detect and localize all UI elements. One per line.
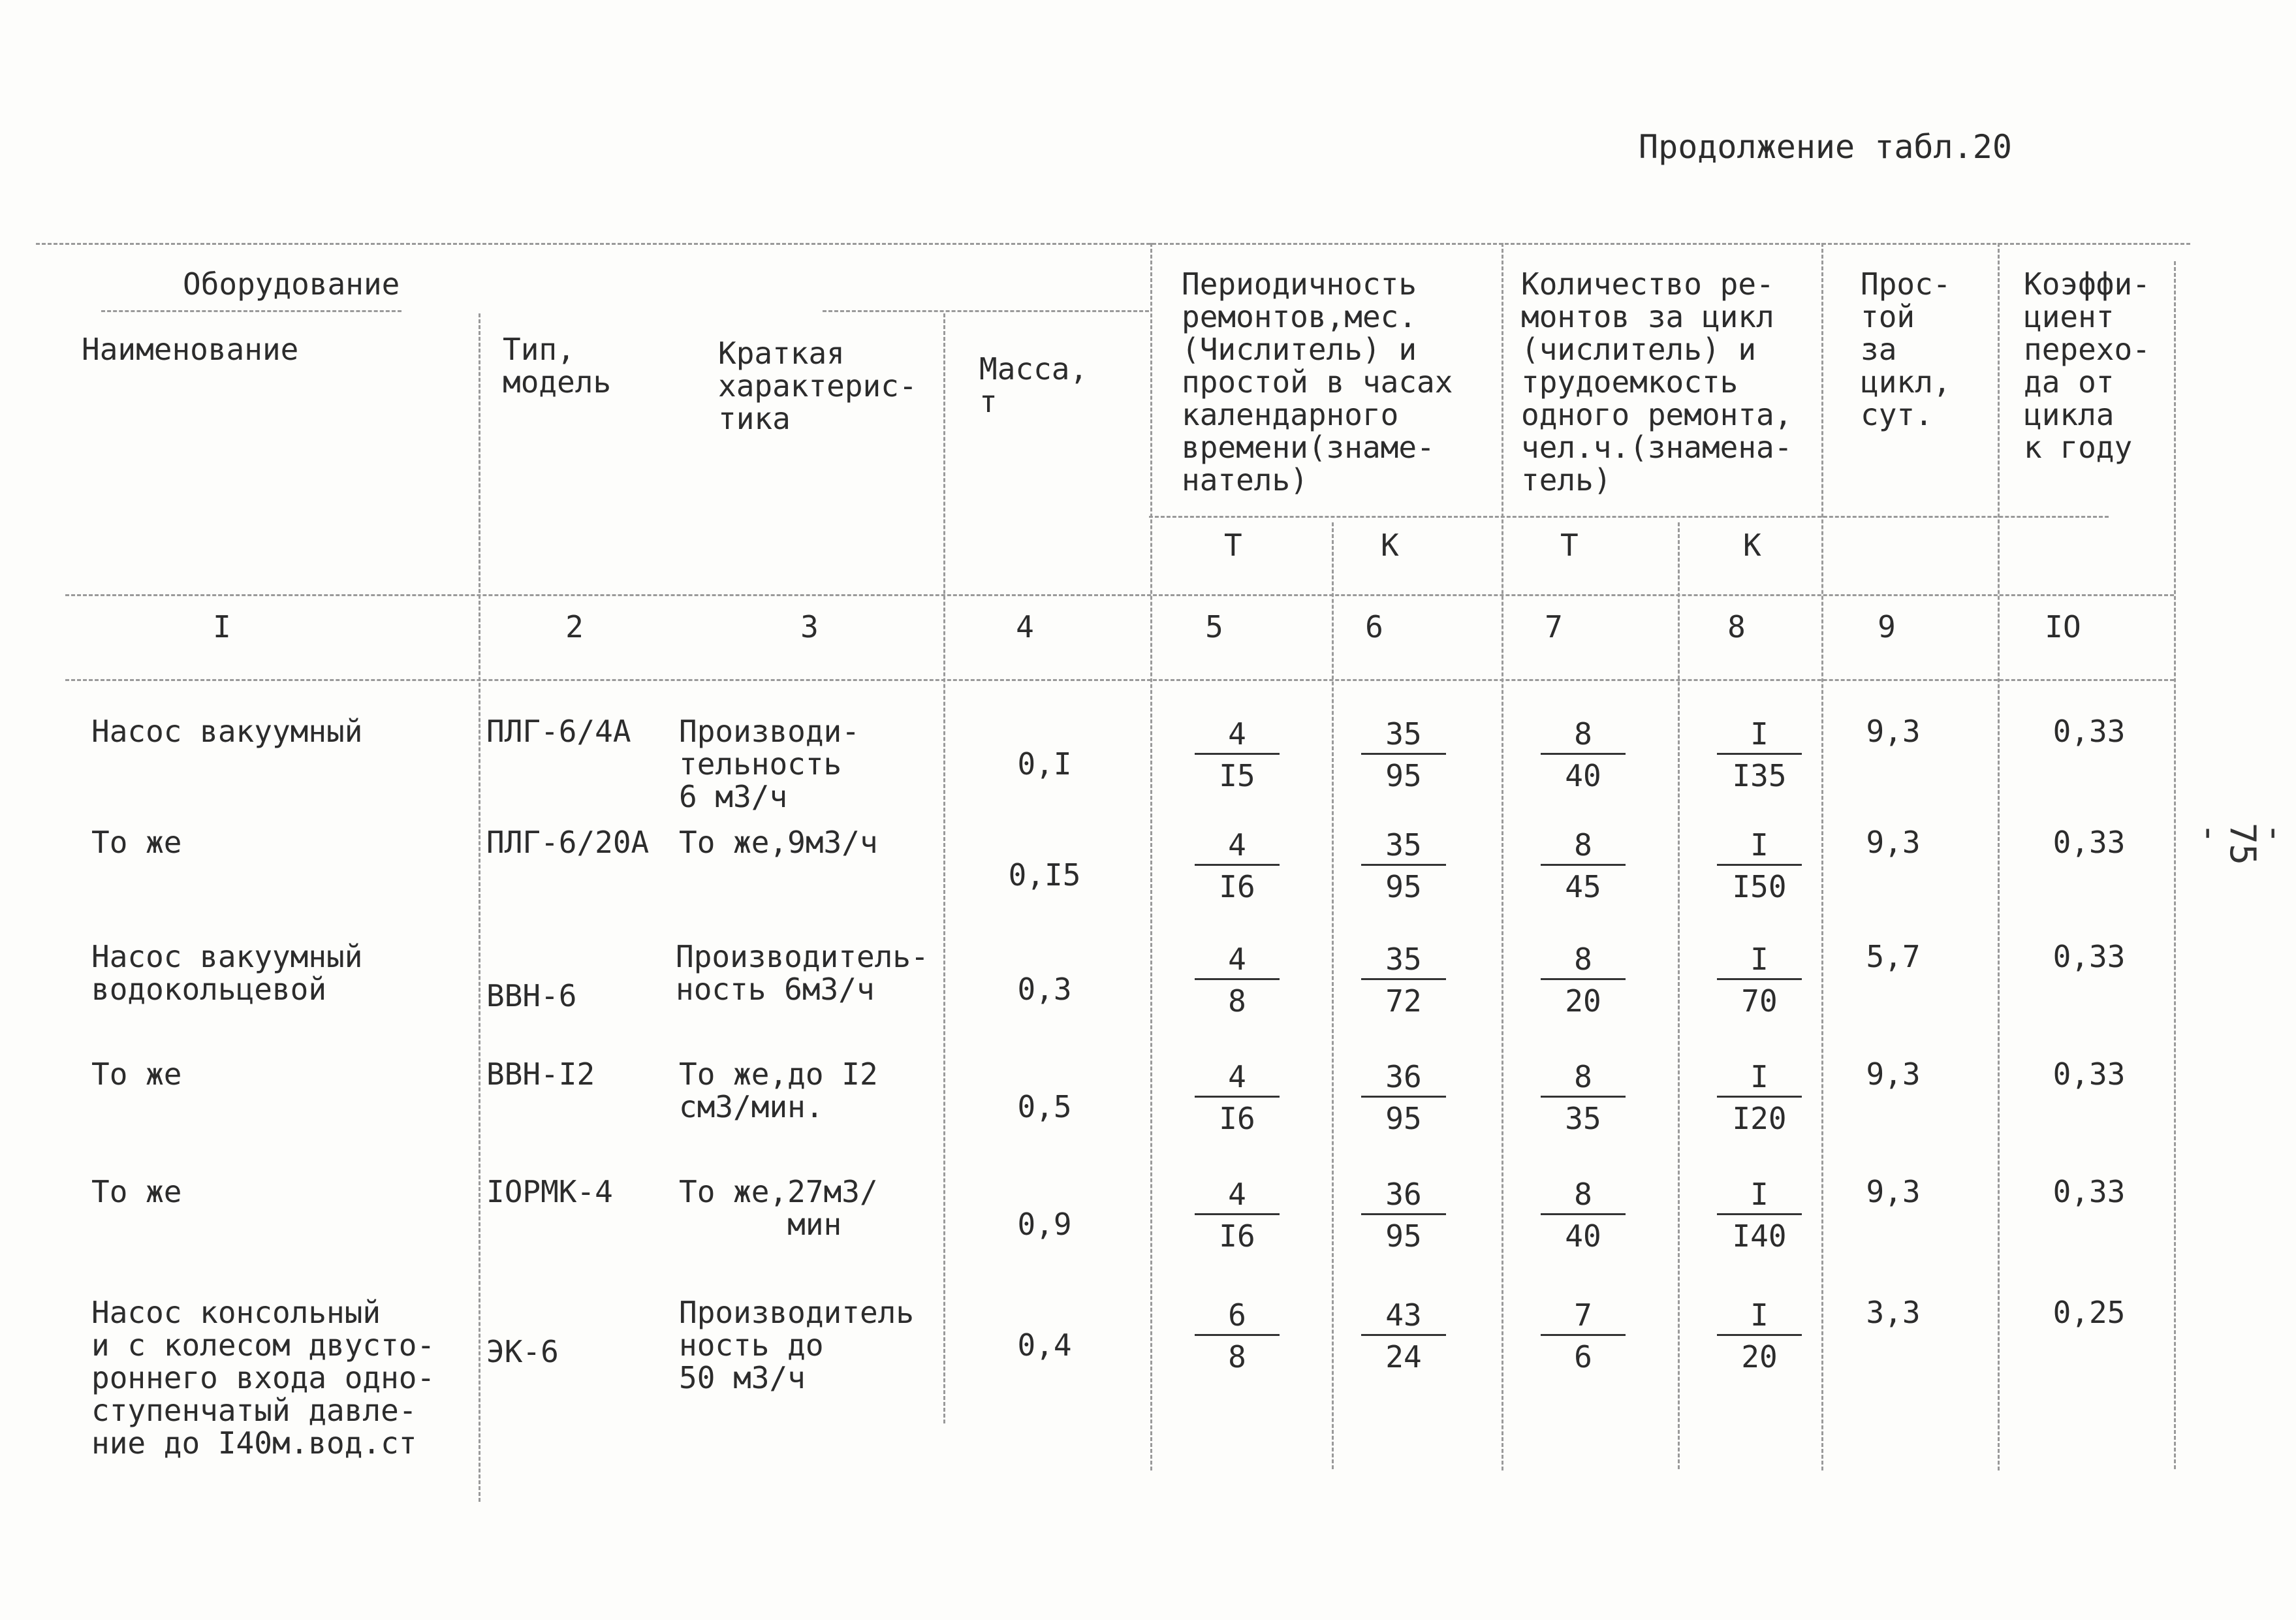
- row-t2-numerator: 8: [1541, 715, 1626, 755]
- row-t2-numerator: 8: [1541, 940, 1626, 980]
- rule-col-10: [1998, 243, 2000, 1470]
- column-number: I: [213, 609, 231, 644]
- row-k1-numerator: 36: [1361, 1175, 1446, 1215]
- row-k2: [1717, 715, 1802, 793]
- column-number: 9: [1878, 609, 1896, 644]
- header-periodicity: Периодичность ремонтов,мес. (Числитель) и простой в часах календарного времени(знаме- натель): [1182, 266, 1453, 498]
- rule-col-2: [479, 313, 480, 1502]
- row-mass: 0,9: [1017, 1207, 1072, 1242]
- column-number: 5: [1205, 609, 1223, 644]
- row-k2: [1717, 826, 1802, 904]
- row-t2-denominator: 45: [1565, 869, 1601, 904]
- row-t1-numerator: 4: [1195, 1058, 1280, 1098]
- row-k2-numerator: I: [1717, 1175, 1802, 1215]
- row-k1-denominator: 95: [1385, 1218, 1422, 1254]
- row-k1-numerator: 36: [1361, 1058, 1446, 1098]
- column-number: 4: [1016, 609, 1034, 644]
- row-name: Насос вакуумный: [91, 714, 363, 749]
- row-k1-denominator: 95: [1385, 1101, 1422, 1136]
- header-name: Наименование: [82, 332, 299, 367]
- row-t1-numerator: 4: [1195, 1175, 1280, 1215]
- row-k2-denominator: 20: [1741, 1339, 1778, 1374]
- row-k1: [1361, 1058, 1446, 1136]
- row-mass: 0,5: [1017, 1089, 1072, 1124]
- column-number: IO: [2045, 609, 2081, 644]
- row-t1-numerator: 4: [1195, 940, 1280, 980]
- header-k2: К: [1743, 528, 1761, 563]
- row-name: То же: [91, 1174, 182, 1209]
- row-k2: [1717, 940, 1802, 1018]
- row-k1-numerator: 43: [1361, 1296, 1446, 1336]
- row-downtime: 5,7: [1866, 939, 1921, 974]
- row-t1-denominator: I6: [1219, 1101, 1255, 1136]
- row-coefficient: 0,25: [2052, 1295, 2126, 1330]
- row-k1-denominator: 95: [1385, 869, 1422, 904]
- row-t1-denominator: I6: [1219, 869, 1255, 904]
- row-k2-denominator: I20: [1732, 1101, 1787, 1136]
- row-name: То же: [91, 1056, 182, 1092]
- header-spec: Краткая характерис- тика: [718, 336, 917, 436]
- row-downtime: 9,3: [1866, 825, 1921, 860]
- row-k2-numerator: I: [1717, 1296, 1802, 1336]
- row-coefficient: 0,33: [2052, 1056, 2126, 1092]
- row-t2-numerator: 8: [1541, 1175, 1626, 1215]
- row-k2: [1717, 1296, 1802, 1374]
- row-t2-numerator: 8: [1541, 1058, 1626, 1098]
- row-spec: Производитель ность до 50 м3/ч: [679, 1295, 915, 1395]
- column-number: 6: [1365, 609, 1383, 644]
- row-t2-numerator: 8: [1541, 826, 1626, 866]
- column-number: 7: [1545, 609, 1563, 644]
- row-k1-numerator: 35: [1361, 715, 1446, 755]
- row-type: ЭК-6: [486, 1334, 559, 1369]
- header-mass: Масса, т: [979, 351, 1088, 419]
- row-t2: [1541, 1296, 1626, 1374]
- row-type: IOРМК-4: [486, 1174, 613, 1209]
- row-k2: [1717, 1058, 1802, 1136]
- row-coefficient: 0,33: [2052, 1174, 2126, 1209]
- row-t1-numerator: 4: [1195, 826, 1280, 866]
- row-k2-denominator: I40: [1732, 1218, 1787, 1254]
- row-mass: 0,I5: [1008, 857, 1081, 893]
- header-count: Количество ре- монтов за цикл (числитель) и трудоемкость одного ремонта, чел.ч.(знамена- тель): [1521, 266, 1793, 498]
- rule-subhead: [1149, 516, 2109, 518]
- header-equipment: Оборудование: [183, 266, 400, 302]
- row-t2-denominator: 6: [1574, 1339, 1592, 1374]
- rule-numbers-top: [65, 594, 2174, 596]
- row-t1: [1195, 1175, 1280, 1253]
- rule-col-6: [1332, 522, 1334, 1469]
- row-type: ПЛГ-6/4А: [486, 714, 631, 749]
- row-k2: [1717, 1175, 1802, 1253]
- row-t2-denominator: 40: [1565, 758, 1601, 793]
- row-t1: [1195, 715, 1280, 793]
- row-k1: [1361, 1175, 1446, 1253]
- rule-col-9: [1821, 243, 1823, 1470]
- rule-col-8: [1678, 522, 1680, 1469]
- row-t2: [1541, 1175, 1626, 1253]
- row-k1-denominator: 72: [1385, 983, 1422, 1019]
- row-downtime: 9,3: [1866, 1056, 1921, 1092]
- row-name: То же: [91, 825, 182, 860]
- row-k1-denominator: 95: [1385, 758, 1422, 793]
- header-type: Тип, модель: [503, 332, 612, 400]
- row-k1: [1361, 715, 1446, 793]
- header-coefficient: Коэффи- циент перехо- да от цикла к году: [2024, 266, 2150, 465]
- rule-col-4: [943, 313, 945, 1423]
- column-number: 3: [800, 609, 819, 644]
- row-t1-denominator: I6: [1219, 1218, 1255, 1254]
- row-t1-denominator: 8: [1228, 1339, 1246, 1374]
- row-k1: [1361, 826, 1446, 904]
- row-downtime: 9,3: [1866, 714, 1921, 749]
- row-type: ВВН-I2: [486, 1056, 595, 1092]
- row-mass: 0,4: [1017, 1327, 1072, 1363]
- row-t2-denominator: 40: [1565, 1218, 1601, 1254]
- header-downtime: Прос- той за цикл, сут.: [1861, 266, 1951, 432]
- rule-numbers-bottom: [65, 679, 2174, 681]
- row-type: ВВН-6: [486, 978, 577, 1013]
- row-name: Насос вакуумный водокольцевой: [91, 939, 363, 1007]
- header-t2: Т: [1560, 528, 1579, 563]
- rule-group: [101, 310, 401, 312]
- row-t1-numerator: 4: [1195, 715, 1280, 755]
- header-k1: К: [1381, 528, 1399, 563]
- row-t1: [1195, 826, 1280, 904]
- column-number: 2: [565, 609, 584, 644]
- row-downtime: 9,3: [1866, 1174, 1921, 1209]
- row-t2-denominator: 35: [1565, 1101, 1601, 1136]
- row-t2-numerator: 7: [1541, 1296, 1626, 1336]
- row-spec: То же,до I2 см3/мин.: [679, 1056, 878, 1124]
- row-spec: То же,27м3/ мин: [679, 1174, 878, 1242]
- row-k2-numerator: I: [1717, 826, 1802, 866]
- row-k1-numerator: 35: [1361, 940, 1446, 980]
- rule-col-7: [1502, 243, 1503, 1470]
- row-k2-denominator: I50: [1732, 869, 1787, 904]
- row-type: ПЛГ-6/20А: [486, 825, 650, 860]
- row-k1: [1361, 1296, 1446, 1374]
- row-k1: [1361, 940, 1446, 1018]
- rule-top: [36, 243, 2190, 245]
- row-coefficient: 0,33: [2052, 939, 2126, 974]
- row-downtime: 3,3: [1866, 1295, 1921, 1330]
- row-k1-denominator: 24: [1385, 1339, 1422, 1374]
- rule-col-5: [1150, 243, 1152, 1470]
- row-k2-denominator: I35: [1732, 758, 1787, 793]
- row-k1-numerator: 35: [1361, 826, 1446, 866]
- table-caption: Продолжение табл.20: [1639, 128, 2012, 166]
- page-number-mark: - 75 -: [2190, 823, 2296, 866]
- rule-right: [2174, 261, 2176, 1469]
- row-name: Насос консольный и с колесом двусто- роннего входа одно- ступенчатый давле- ние до I40м.вод.ст: [91, 1295, 435, 1461]
- row-spec: Производи- тельность 6 м3/ч: [679, 714, 860, 814]
- row-t2: [1541, 715, 1626, 793]
- row-t1: [1195, 940, 1280, 1018]
- rule-group-2: [823, 310, 1149, 312]
- row-t1-denominator: I5: [1219, 758, 1255, 793]
- row-t2: [1541, 940, 1626, 1018]
- row-spec: Производитель- ность 6м3/ч: [676, 939, 929, 1007]
- row-k2-numerator: I: [1717, 715, 1802, 755]
- column-number: 8: [1727, 609, 1746, 644]
- row-mass: 0,I: [1017, 746, 1072, 782]
- row-coefficient: 0,33: [2052, 825, 2126, 860]
- row-t1: [1195, 1296, 1280, 1374]
- row-k2-numerator: I: [1717, 1058, 1802, 1098]
- row-coefficient: 0,33: [2052, 714, 2126, 749]
- row-k2-numerator: I: [1717, 940, 1802, 980]
- row-k2-denominator: 70: [1741, 983, 1778, 1019]
- row-t1-numerator: 6: [1195, 1296, 1280, 1336]
- header-t1: Т: [1224, 528, 1242, 563]
- row-t2: [1541, 1058, 1626, 1136]
- row-t1: [1195, 1058, 1280, 1136]
- row-t2-denominator: 20: [1565, 983, 1601, 1019]
- row-spec: То же,9м3/ч: [679, 825, 878, 860]
- row-mass: 0,3: [1017, 972, 1072, 1007]
- row-t1-denominator: 8: [1228, 983, 1246, 1019]
- row-t2: [1541, 826, 1626, 904]
